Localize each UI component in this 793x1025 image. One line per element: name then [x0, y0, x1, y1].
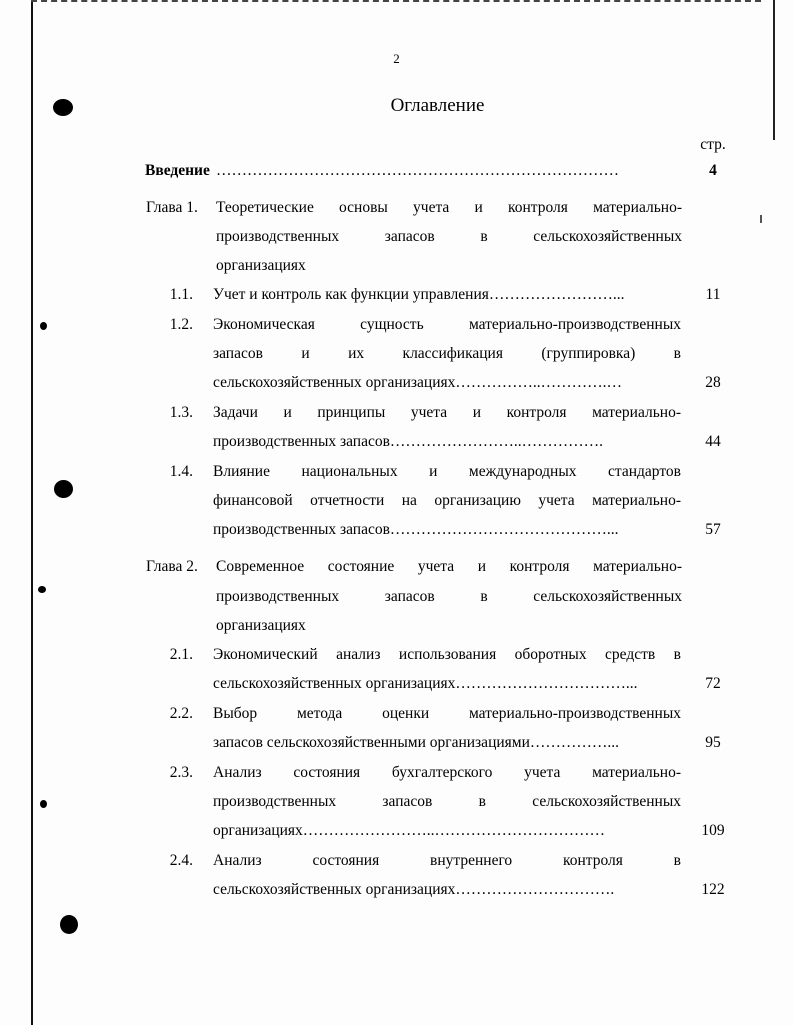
toc-section	[0, 285, 793, 305]
toc-page-number: 44	[705, 433, 721, 450]
section-title-line: Анализ состояния бухгалтерского учета материально-	[213, 764, 681, 781]
section-title-line: Экономическая сущность материально-производственных	[213, 316, 681, 333]
chapter-title-line: Современное состояние учета и контроля материально-	[216, 558, 682, 575]
toc-page-number: 72	[705, 675, 721, 692]
chapter-title-line: производственных запасов в сельскохозяйственных	[216, 588, 682, 605]
toc-section-cont	[0, 880, 793, 900]
toc-page-number: 57	[705, 521, 721, 538]
toc-page-number: 95	[705, 734, 721, 751]
toc-section	[0, 851, 793, 871]
toc-section-cont	[0, 733, 793, 753]
scan-edge-right	[773, 0, 775, 140]
section-title-line: производственных запасов……………………..…………….	[213, 433, 604, 450]
toc-section-cont	[0, 674, 793, 694]
section-number: 1.3.	[169, 404, 193, 421]
toc-chapter-cont	[0, 616, 793, 636]
section-number: 1.1.	[169, 286, 193, 303]
chapter-title-line: Теоретические основы учета и контроля материально-	[216, 199, 682, 216]
scan-edge-left	[31, 0, 33, 1025]
section-title-line: организациях……………………..……………………………	[213, 822, 606, 839]
section-title-line: производственных запасов……………………………………...	[213, 521, 619, 538]
toc-page-number: 11	[705, 286, 721, 303]
chapter-label: Глава 2.	[146, 558, 198, 575]
toc-section-cont	[0, 373, 793, 393]
toc-intro-dots: ……………………………………………………………………	[216, 162, 619, 179]
section-title-line: Влияние национальных и международных стандартов	[213, 463, 681, 480]
toc-section-cont	[0, 344, 793, 364]
section-number: 2.2.	[169, 705, 193, 722]
toc-section	[0, 704, 793, 724]
section-title-line: Выбор метода оценки материально-производственных	[213, 705, 681, 722]
toc-section	[0, 403, 793, 423]
toc-page-number: 122	[701, 881, 725, 898]
page-title: Оглавление	[390, 95, 485, 116]
toc-section-cont	[0, 792, 793, 812]
ink-blot	[60, 915, 78, 934]
toc-intro-label: Введение	[145, 162, 210, 179]
page-column-label: стр.	[700, 136, 726, 153]
toc-section	[0, 462, 793, 482]
chapter-title-line: организациях	[216, 617, 306, 634]
toc-section-cont	[0, 432, 793, 452]
section-title-line: сельскохозяйственных организациях………………………….	[213, 881, 615, 898]
toc-chapter-cont	[0, 227, 793, 247]
toc-section	[0, 763, 793, 783]
chapter-title-line: организациях	[216, 257, 306, 274]
toc-section-cont	[0, 520, 793, 540]
section-title-line: сельскохозяйственных организациях……………………………...	[213, 675, 638, 692]
section-title-line: Анализ состояния внутреннего контроля в	[213, 852, 681, 869]
section-title-line: финансовой отчетности на организацию учета материально-	[213, 492, 681, 509]
section-title-line: Учет и контроль как функции управления……………………...	[213, 286, 625, 303]
section-title-line: производственных запасов в сельскохозяйственных	[213, 793, 681, 810]
toc-page-number: 4	[709, 162, 717, 179]
section-title-line: запасов и их классификация (группировка) в	[213, 345, 681, 362]
toc-page-number: 28	[705, 374, 721, 391]
section-number: 1.4.	[169, 463, 193, 480]
toc-chapter	[0, 198, 793, 218]
chapter-title-line: производственных запасов в сельскохозяйственных	[216, 228, 682, 245]
toc-section-cont	[0, 821, 793, 841]
toc-intro	[0, 161, 793, 181]
toc-chapter-cont	[0, 256, 793, 276]
scan-edge-top	[31, 0, 761, 4]
page-number: 2	[393, 51, 400, 66]
toc-section	[0, 645, 793, 665]
section-title-line: запасов сельскохозяйственными организациями……………...	[213, 734, 620, 751]
section-number: 2.3.	[169, 764, 193, 781]
section-title-line: Задачи и принципы учета и контроля материально-	[213, 404, 681, 421]
section-title-line: Экономический анализ использования оборотных средств в	[213, 646, 681, 663]
section-number: 2.1.	[169, 646, 193, 663]
section-number: 2.4.	[169, 852, 193, 869]
section-number: 1.2.	[169, 316, 193, 333]
toc-section-cont	[0, 491, 793, 511]
toc-section	[0, 315, 793, 335]
chapter-label: Глава 1.	[146, 199, 198, 216]
toc-page-number: 109	[701, 822, 725, 839]
toc-chapter-cont	[0, 587, 793, 607]
section-title-line: сельскохозяйственных организациях……………..………….…	[213, 374, 623, 391]
toc-chapter	[0, 557, 793, 577]
